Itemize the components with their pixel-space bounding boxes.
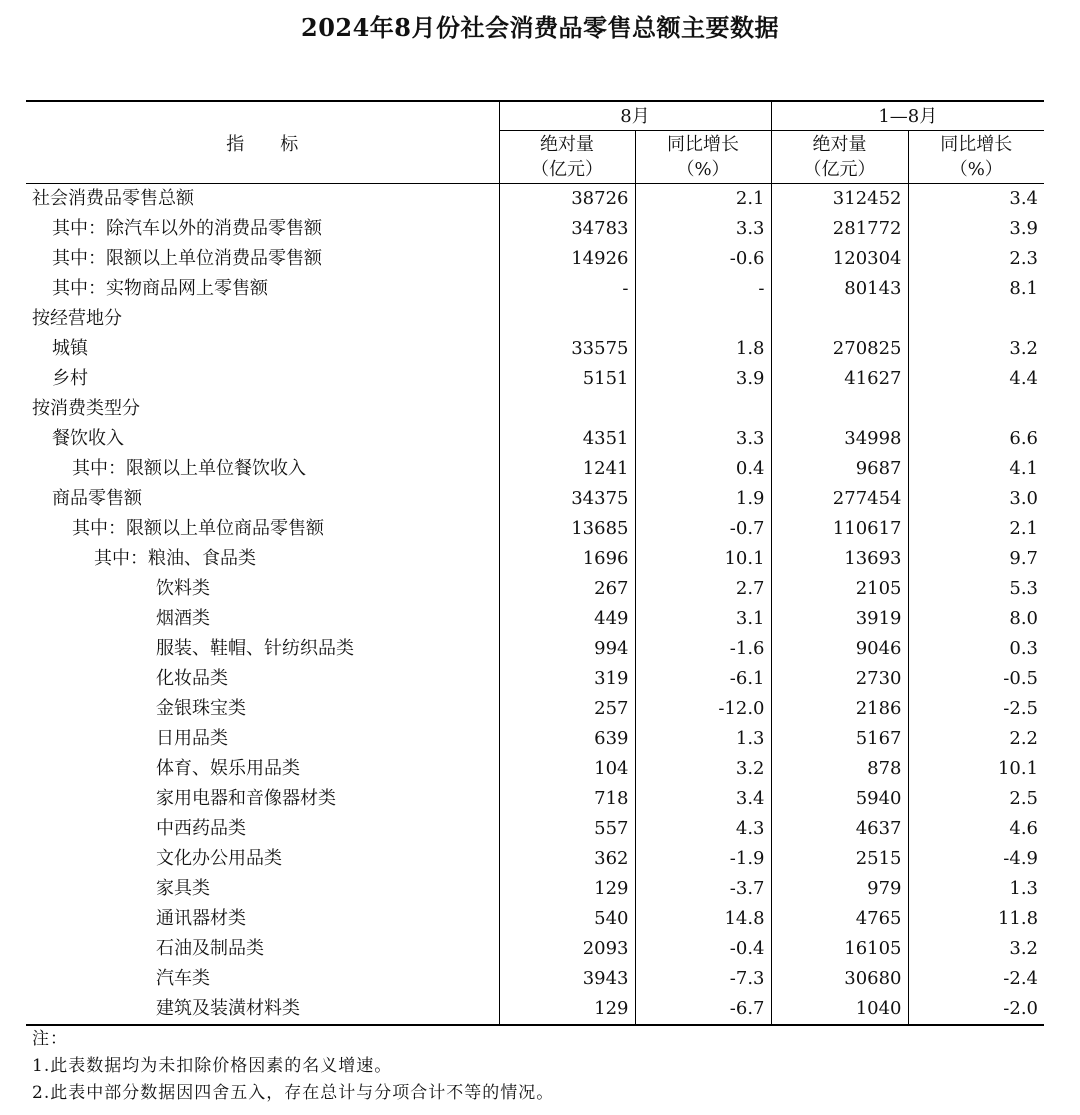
ytd-absolute-cell: 3919 [771, 604, 908, 634]
month-growth-cell: -1.9 [635, 844, 771, 874]
month-growth-cell: 3.2 [635, 754, 771, 784]
ytd-growth-cell: 2.1 [1009, 518, 1039, 539]
month-growth-cell: -1.6 [635, 634, 771, 664]
note-item: 2.此表中部分数据因四舍五入，存在总计与分项合计不等的情况。 [32, 1083, 555, 1103]
month-absolute-cell: - [499, 274, 635, 304]
absolute-label: 绝对量 [540, 134, 594, 155]
month-growth-cell: 1.9 [635, 484, 771, 514]
table-header [26, 101, 1044, 184]
row-label: 其中：实物商品网上零售额 [26, 274, 499, 304]
row-label: 中西药品类 [26, 814, 499, 844]
month-growth-cell: 2.7 [635, 574, 771, 604]
ytd-absolute-cell [771, 304, 908, 334]
table-row [26, 994, 1044, 1025]
ytd-growth-cell [908, 304, 1044, 334]
ytd-absolute-cell: 878 [771, 754, 908, 784]
row-label: 餐饮收入 [26, 424, 499, 454]
row-label: 家用电器和音像器材类 [26, 784, 499, 814]
ytd-growth-cell: -2.0 [908, 994, 1044, 1025]
absolute-unit: （亿元） [531, 159, 603, 180]
ytd-growth-cell: 11.8 [997, 908, 1039, 929]
ytd-growth-header [908, 131, 1044, 184]
ytd-growth-cell [908, 394, 1044, 424]
growth-label: 同比增长 [940, 134, 1013, 155]
row-label: 文化办公用品类 [26, 844, 499, 874]
month-growth-cell: 4.3 [635, 814, 771, 844]
table-row [26, 694, 1044, 724]
growth-unit: （%） [676, 159, 730, 180]
ytd-group-header: 1—8月 [771, 101, 1044, 131]
ytd-absolute-cell: 2186 [771, 694, 908, 724]
month-growth-header [635, 131, 771, 184]
month-growth-cell [635, 304, 771, 334]
month-absolute-cell: 3943 [499, 964, 635, 994]
month-absolute-cell: 34783 [499, 214, 635, 244]
month-growth-cell: -7.3 [635, 964, 771, 994]
ytd-absolute-cell: 13693 [771, 544, 908, 574]
row-label: 化妆品类 [26, 664, 499, 694]
table-row [26, 484, 1044, 514]
ytd-absolute-cell: 80143 [771, 274, 908, 304]
month-absolute-cell: 4351 [499, 424, 635, 454]
table-row [26, 574, 1044, 604]
month-growth-cell: 3.9 [635, 364, 771, 394]
table-row [26, 844, 1044, 874]
ytd-growth-cell: 2.3 [1009, 248, 1039, 269]
table-row [26, 964, 1044, 994]
ytd-absolute-cell: 9046 [771, 634, 908, 664]
row-label: 石油及制品类 [26, 934, 499, 964]
row-label: 日用品类 [26, 724, 499, 754]
month-absolute-cell: 1241 [499, 454, 635, 484]
growth-unit: （%） [949, 159, 1003, 180]
table-row [26, 184, 1044, 215]
ytd-absolute-cell: 41627 [771, 364, 908, 394]
month-absolute-cell: 5151 [499, 364, 635, 394]
table-row [26, 364, 1044, 394]
ytd-growth-cell: 8.0 [1009, 608, 1039, 629]
month-growth-cell: -6.1 [635, 664, 771, 694]
ytd-absolute-cell: 9687 [771, 454, 908, 484]
month-absolute-header [499, 131, 635, 184]
month-growth-cell: 2.1 [635, 184, 771, 215]
notes-heading: 注： [32, 1029, 68, 1049]
ytd-growth-cell: 2.2 [1009, 728, 1039, 749]
note-item: 1.此表数据均为未扣除价格因素的名义增速。 [32, 1056, 393, 1076]
month-absolute-cell: 267 [499, 574, 635, 604]
row-label: 社会消费品零售总额 [26, 184, 499, 215]
month-growth-cell: -12.0 [635, 694, 771, 724]
ytd-growth-cell: 3.2 [1009, 938, 1039, 959]
month-growth-cell: - [635, 274, 771, 304]
row-label: 按经营地分 [26, 304, 499, 334]
month-growth-cell: 3.1 [635, 604, 771, 634]
ytd-growth-cell: 10.1 [997, 758, 1039, 779]
ytd-growth-cell: 3.0 [1009, 488, 1039, 509]
month-absolute-cell: 257 [499, 694, 635, 724]
row-label: 其中：限额以上单位商品零售额 [26, 514, 499, 544]
month-absolute-cell: 540 [499, 904, 635, 934]
ytd-absolute-cell: 1040 [771, 994, 908, 1025]
ytd-absolute-cell: 34998 [771, 424, 908, 454]
table-row [26, 334, 1044, 364]
ytd-growth-cell: 2.5 [1009, 788, 1039, 809]
row-label: 饮料类 [26, 574, 499, 604]
row-label: 烟酒类 [26, 604, 499, 634]
ytd-absolute-cell: 312452 [771, 184, 908, 215]
table-row [26, 244, 1044, 274]
month-growth-cell: 3.4 [635, 784, 771, 814]
retail-sales-table [26, 100, 1044, 1026]
month-absolute-cell: 38726 [499, 184, 635, 215]
row-label: 其中：粮油、食品类 [26, 544, 499, 574]
month-growth-cell: -0.6 [635, 244, 771, 274]
ytd-growth-cell: -4.9 [1003, 848, 1039, 869]
table-row [26, 754, 1044, 784]
row-label: 其中：限额以上单位消费品零售额 [26, 244, 499, 274]
ytd-growth-cell: 3.2 [1009, 338, 1039, 359]
ytd-growth-cell: 4.4 [1009, 368, 1039, 389]
ytd-absolute-cell: 4765 [771, 904, 908, 934]
row-label: 乡村 [26, 364, 499, 394]
growth-label: 同比增长 [667, 134, 739, 155]
absolute-unit: （亿元） [803, 159, 876, 180]
row-label: 服装、鞋帽、针纺织品类 [26, 634, 499, 664]
table-row [26, 514, 1044, 544]
ytd-absolute-cell [771, 394, 908, 424]
ytd-growth-cell: -0.5 [1003, 668, 1039, 689]
footnotes [32, 1026, 554, 1107]
row-label: 金银珠宝类 [26, 694, 499, 724]
indicator-header: 指 标 [26, 101, 499, 184]
ytd-growth-cell: 0.3 [1009, 638, 1039, 659]
row-label: 建筑及装潢材料类 [26, 994, 499, 1025]
row-label: 家具类 [26, 874, 499, 904]
month-growth-cell: -3.7 [635, 874, 771, 904]
ytd-absolute-cell: 979 [771, 874, 908, 904]
ytd-growth-cell: -2.4 [1003, 968, 1039, 989]
row-label: 其中：除汽车以外的消费品零售额 [26, 214, 499, 244]
month-absolute-cell: 1696 [499, 544, 635, 574]
table-row [26, 214, 1044, 244]
month-absolute-cell [499, 394, 635, 424]
ytd-absolute-cell: 5167 [771, 724, 908, 754]
month-growth-cell: 0.4 [635, 454, 771, 484]
ytd-growth-cell: 8.1 [1009, 278, 1039, 299]
table-row [26, 664, 1044, 694]
row-label: 城镇 [26, 334, 499, 364]
table-row [26, 724, 1044, 754]
month-absolute-cell: 639 [499, 724, 635, 754]
month-growth-cell: -6.7 [635, 994, 771, 1025]
ytd-growth-cell: 4.6 [1009, 818, 1039, 839]
month-absolute-cell: 104 [499, 754, 635, 784]
month-absolute-cell: 13685 [499, 514, 635, 544]
row-label: 其中：限额以上单位餐饮收入 [26, 454, 499, 484]
row-label: 汽车类 [26, 964, 499, 994]
ytd-absolute-cell: 270825 [771, 334, 908, 364]
table-row [26, 814, 1044, 844]
table-body [26, 184, 1044, 1026]
ytd-absolute-header [771, 131, 908, 184]
ytd-absolute-cell: 2730 [771, 664, 908, 694]
ytd-absolute-cell: 2515 [771, 844, 908, 874]
month-group-header: 8月 [499, 101, 771, 131]
table-row [26, 784, 1044, 814]
table-row [26, 424, 1044, 454]
month-absolute-cell [499, 304, 635, 334]
month-absolute-cell: 129 [499, 874, 635, 904]
month-absolute-cell: 33575 [499, 334, 635, 364]
ytd-growth-cell: 9.7 [1009, 548, 1039, 569]
month-absolute-cell: 319 [499, 664, 635, 694]
month-growth-cell: 1.3 [635, 724, 771, 754]
ytd-absolute-cell: 110617 [771, 514, 908, 544]
month-growth-cell: 14.8 [635, 904, 771, 934]
table-row [26, 304, 1044, 334]
month-growth-cell: -0.7 [635, 514, 771, 544]
month-absolute-cell: 129 [499, 994, 635, 1025]
month-absolute-cell: 449 [499, 604, 635, 634]
month-absolute-cell: 2093 [499, 934, 635, 964]
row-label: 通讯器材类 [26, 904, 499, 934]
month-growth-cell: -0.4 [635, 934, 771, 964]
ytd-absolute-cell: 4637 [771, 814, 908, 844]
ytd-growth-cell: 1.3 [1009, 878, 1039, 899]
month-absolute-cell: 994 [499, 634, 635, 664]
row-label: 按消费类型分 [26, 394, 499, 424]
ytd-absolute-cell: 120304 [771, 244, 908, 274]
month-growth-cell: 3.3 [635, 424, 771, 454]
ytd-growth-cell: 5.3 [1009, 578, 1039, 599]
table-row [26, 274, 1044, 304]
ytd-absolute-cell: 30680 [771, 964, 908, 994]
ytd-growth-cell: 6.6 [1009, 428, 1039, 449]
ytd-absolute-cell: 5940 [771, 784, 908, 814]
month-growth-cell: 3.3 [635, 214, 771, 244]
month-absolute-cell: 34375 [499, 484, 635, 514]
absolute-label: 绝对量 [812, 134, 867, 155]
ytd-absolute-cell: 277454 [771, 484, 908, 514]
month-absolute-cell: 362 [499, 844, 635, 874]
table-row [26, 634, 1044, 664]
table-row [26, 904, 1044, 934]
month-growth-cell: 1.8 [635, 334, 771, 364]
row-label: 商品零售额 [26, 484, 499, 514]
table-row [26, 934, 1044, 964]
ytd-absolute-cell: 281772 [771, 214, 908, 244]
table-row [26, 454, 1044, 484]
table-row [26, 544, 1044, 574]
row-label: 体育、娱乐用品类 [26, 754, 499, 784]
table-row [26, 604, 1044, 634]
ytd-absolute-cell: 2105 [771, 574, 908, 604]
ytd-growth-cell: 3.4 [1009, 188, 1039, 209]
ytd-absolute-cell: 16105 [771, 934, 908, 964]
month-absolute-cell: 557 [499, 814, 635, 844]
ytd-growth-cell: 3.9 [1009, 218, 1039, 239]
page-title: 2024年8月份社会消费品零售总额主要数据 [301, 13, 779, 42]
table-row [26, 874, 1044, 904]
month-growth-cell: 10.1 [635, 544, 771, 574]
month-growth-cell [635, 394, 771, 424]
table-row [26, 394, 1044, 424]
ytd-growth-cell: 4.1 [1009, 458, 1039, 479]
ytd-growth-cell: -2.5 [1003, 698, 1039, 719]
month-absolute-cell: 14926 [499, 244, 635, 274]
month-absolute-cell: 718 [499, 784, 635, 814]
